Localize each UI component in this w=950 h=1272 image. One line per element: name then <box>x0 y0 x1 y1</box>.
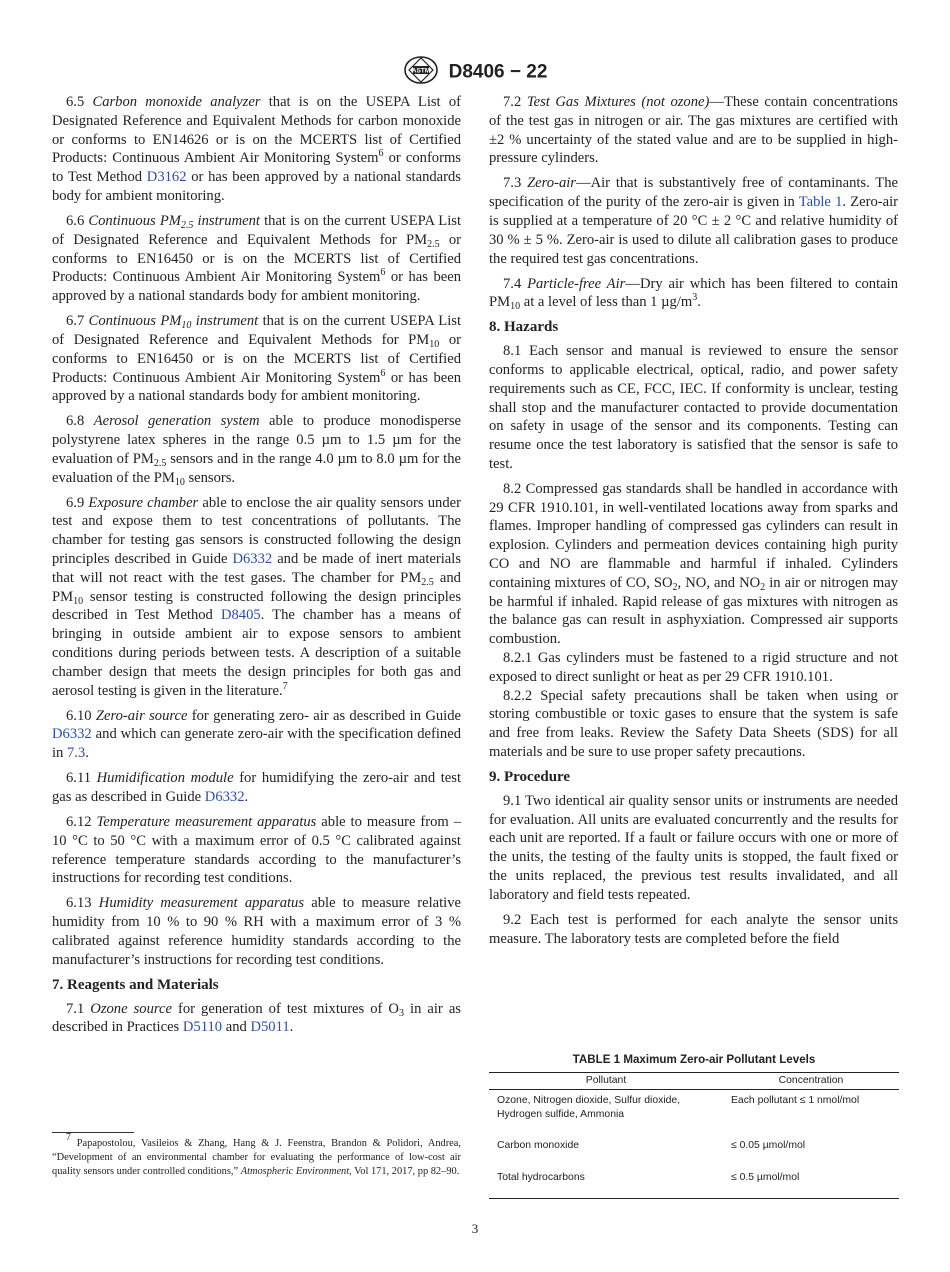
heading-reagents-and-materials: 7. Reagents and Materials <box>52 976 219 993</box>
section-8-2-2: 8.2.2 Special safety precautions shall be taken when using or storing combustible or toxic gases to ensure that the system is safe and free from leaks. Review the Safety Data Sheets (SDS) for all materials and be sure to use proper safety precautions. <box>489 687 898 761</box>
table-title: TABLE 1 Maximum Zero-air Pollutant Levels <box>572 1053 816 1066</box>
section-8-2-1: 8.2.1 Gas cylinders must be fastened to a rigid structure and not exposed to direct sunlight or heat as per 29 CFR 1910.101. <box>489 650 898 685</box>
link-d5011[interactable]: D5011 <box>250 1019 290 1036</box>
column-header-concentration: Concentration <box>723 1073 899 1090</box>
section-7-3: 7.3 Zero-air—Air that is substantively free of contaminants. The specification of the purity of the zero-air is given in Table 1. Zero-air is supplied at a temperature of 20 °C ± 2 °C and relative humidity of 30 % ± 5 %. Zero-air is used to dilute all calibration gases to produce the required test gas concentrations. <box>489 175 898 267</box>
link-d5110[interactable]: D5110 <box>182 1019 223 1036</box>
table-row <box>489 1135 899 1167</box>
document-designation: D8406 − 22 <box>448 61 548 83</box>
heading-procedure: 9. Procedure <box>489 769 571 786</box>
section-8-2: 8.2 Compressed gas standards shall be handled in accordance with 29 CFR 1910.101, in well-ventilated locations away from sparks and flames. Improper handling of compressed gas cylinders can result in explosion. Cylinders and permeation devices containing high purity CO and NO are flammable and harmful if inhaled. Cylinders containing mixtures of CO, $SO_2$, NO, and $NO_2$ in air or nitrogen may be harmful if inhaled. Rapid release of gas mixtures with nitrogen as the balance gas can result in asphyxiation. Compressed air supports combustion. <box>489 480 898 648</box>
footnote-divider <box>52 1132 134 1133</box>
astm-logo-icon <box>403 55 439 90</box>
table-cell: Ozone, Nitrogen dioxide, Sulfur dioxide, Hydrogen sulfide, Ammonia <box>497 1095 681 1120</box>
link-d6332[interactable]: D6332 <box>52 726 92 743</box>
section-9-1: 9.1 Two identical air quality sensor units or instruments are needed for evaluation. All units are evaluated concurrently and the results for each unit are reported. If a fault or failure occurs with one or more of the units, the testing of the faulty units is stopped, the fault fixed or the units replaced, the previous test results invalidated, and all laboratory and field tests repeated. <box>489 792 898 903</box>
section-8-1: 8.1 Each sensor and manual is reviewed to ensure the sensor conforms to applicable electrical, optical, radio, and power safety requirements such as CE, FCC, IEC. If conformity is unclear, testing shall stop and the manufacturer contacted to provide documentation on safety in usage of the sensor and its components. Testing can resume once the test laboratory is satisfied that the sensor is safe to test. <box>489 343 898 472</box>
page-header <box>0 55 950 90</box>
svg-text:ASTM: ASTM <box>411 67 430 75</box>
left-column <box>52 93 461 1043</box>
table-cell: Each pollutant ≤ 1 nmol/mol <box>731 1095 860 1106</box>
section-7-1: 7.1 Ozone source for generation of test mixtures of $O_3$ in air as described in Practices D5110 and D5011. <box>52 1000 461 1036</box>
table-1 <box>489 1053 899 1199</box>
page-number: 3 <box>471 1221 479 1236</box>
section-6-13: 6.13 Humidity measurement apparatus able to measure relative humidity from 10 % to 90 % RH with a maximum error of 3 % calibrated against reference humidity standards according to the manufacturer’s instructions for recording test conditions. <box>52 895 461 968</box>
column-header-pollutant: Pollutant <box>489 1073 723 1090</box>
section-6-7: 6.7 Continuous $PM_{10}$ instrument that is on the current USEPA List of Designated Reference and Equivalent Methods for $PM_{10}$ or conforms to EN16450 or is on the MCERTS list of Certified Products: Continuous Ambient Air Monitoring System$^6$ or has been approved by a national standards body for ambient monitoring. <box>52 313 462 405</box>
section-6-8: 6.8 Aerosol generation system able to produce monodisperse polystyrene latex spheres in the range 0.5 µm to 1.5 µm for the evaluation of $PM_{2.5}$ sensors and in the range 4.0 µm to 8.0 µm for the evaluation of the $PM_{10}$ sensors. <box>52 413 461 488</box>
section-9-2: 9.2 Each test is performed for each analyte the sensor units measure. The laboratory tests are completed before the field <box>489 911 898 947</box>
section-6-9: 6.9 Exposure chamber able to enclose the air quality sensors under test and expose them to test concentrations of pollutants. The chamber for testing gas sensors is constructed following the design principles described in Guide D6332 and be made of inert materials that will not react with the test gases. The chamber for $PM_{2.5}$ and $PM_{10}$ sensor testing is constructed following the design principles described in Test Method D8405. The chamber has a means of bringing in outside ambient air to expose sensors to ambient conditions during periods between tests. A description of a suitable chamber design that meets the design principles for both gas and aerosol testing is given in the literature.$^7$ <box>52 494 462 699</box>
section-6-6: 6.6 Continuous $PM_{2.5}$ instrument that is on the current USEPA List of Designated Reference and Equivalent Methods for $PM_{2.5}$ or conforms to EN16450 or is on the MCERTS list of Certified Products: Continuous Ambient Air Monitoring System$^6$ or has been approved by a national standards body for ambient monitoring. <box>52 212 462 305</box>
section-6-5: 6.5 Carbon monoxide analyzer that is on the USEPA List of Designated Reference and Equivalent Methods for carbon monoxide or conforms to EN14626 or is on the MCERTS list of Certified Products: Continuous Ambient Air Monitoring System$^6$ or conforms to Test Method D3162 or has been approved by a national standards body for ambient monitoring. <box>52 94 461 204</box>
right-column <box>489 93 898 955</box>
section-6-11: 6.11 Humidification module for humidifying the zero-air and test gas as described in Guide D6332. <box>52 770 461 806</box>
link-section-7-3[interactable]: 7.3 <box>67 745 86 762</box>
footnote-7: $^7$ Papapostolou, Vasileios & Zhang, Hang & J. Feenstra, Brandon & Polidori, Andrea, “Development of an environmental chamber for evaluating the performance of low-cost air quality sensors under controlled conditions,” Atmospheric Environment, Vol 171, 2017, pp 82–90. <box>52 1132 461 1177</box>
table-cell: Total hydrocarbons <box>489 1167 723 1199</box>
link-table-1[interactable]: Table 1 <box>798 194 843 211</box>
table-cell: Carbon monoxide <box>497 1140 580 1151</box>
zero-air-pollutant-table <box>489 1072 899 1199</box>
link-d6332[interactable]: D6332 <box>204 789 245 806</box>
link-d8405[interactable]: D8405 <box>220 607 261 624</box>
table-row <box>489 1090 899 1136</box>
section-6-10: 6.10 Zero-air source for generating zero- air as described in Guide D6332 and which can generate zero-air with the specification defined in 7.3. <box>52 707 461 762</box>
section-6-12: 6.12 Temperature measurement apparatus able to measure from –10 °C to 50 °C with a maximum error of 0.5 °C calibrated against reference temperature standards according to the manufacturer’s instructions for recording test conditions. <box>52 814 461 887</box>
section-7-2: 7.2 Test Gas Mixtures (not ozone)—These contain concentrations of the test gas in nitrogen or air. The gas mixtures are certified with ±2 % uncertainty of the stated value and are to be supplied in high- pressure cylinders. <box>489 94 898 167</box>
table-row <box>489 1167 899 1199</box>
table-cell: ≤ 0.05 µmol/mol <box>731 1140 806 1151</box>
table-cell: ≤ 0.5 µmol/mol <box>723 1167 899 1199</box>
link-d3162[interactable]: D3162 <box>146 169 187 186</box>
section-7-4: 7.4 Particle-free Air—Dry air which has been filtered to contain $PM_{10}$ at a level of less than 1 $\mu g/m^3$. <box>489 275 898 313</box>
link-d6332[interactable]: D6332 <box>232 551 273 568</box>
heading-hazards: 8. Hazards <box>489 319 559 336</box>
